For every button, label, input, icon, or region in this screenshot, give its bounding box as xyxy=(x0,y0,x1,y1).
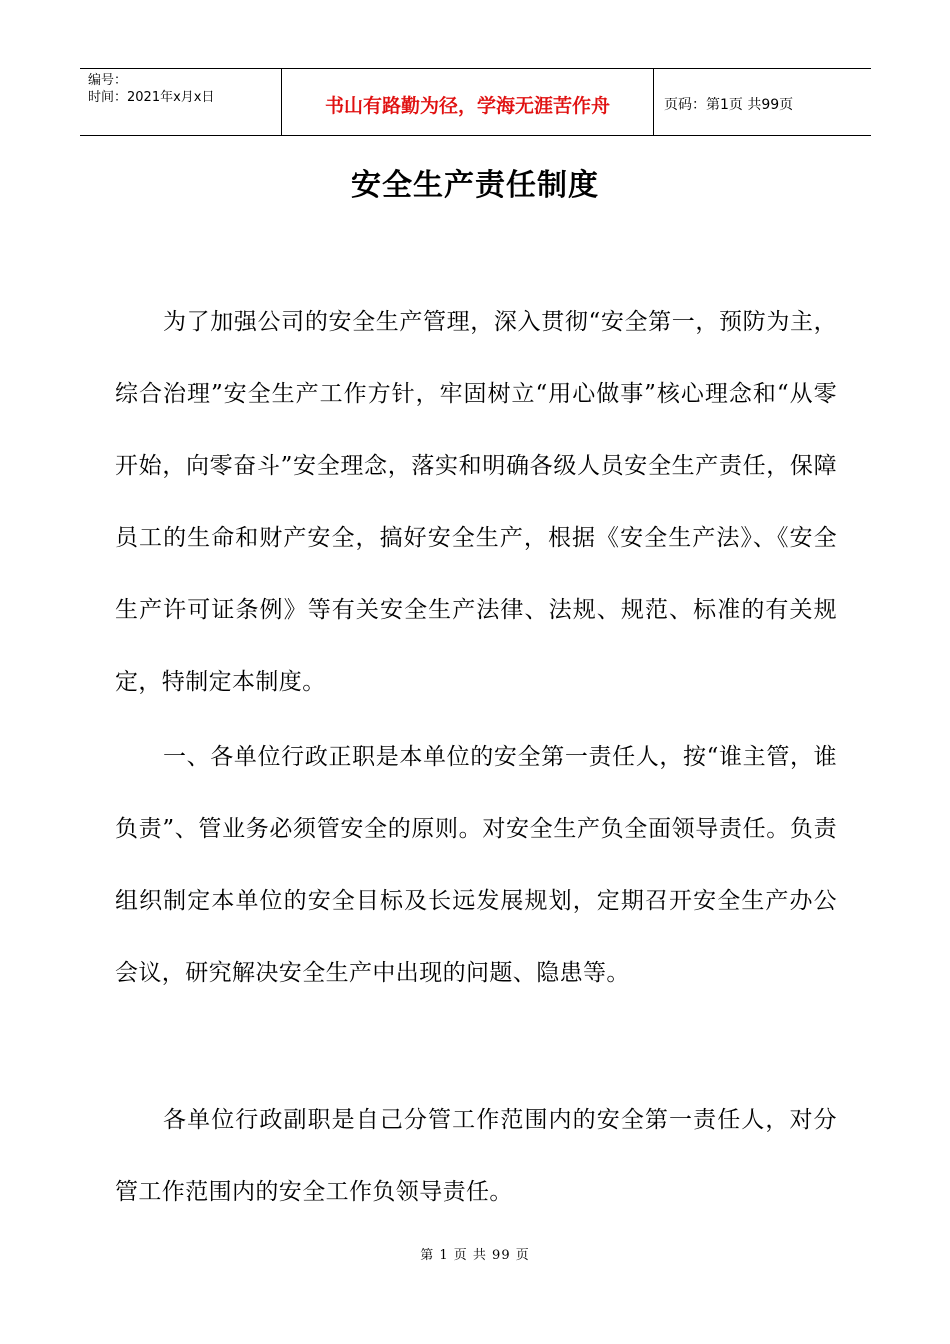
header-page-info: 页码：第1页 共99页 xyxy=(664,97,794,113)
page-footer: 第 1 页 共 99 页 xyxy=(420,1248,530,1263)
paragraph: 一、各单位行政正职是本单位的安全第一责任人，按“谁主管，谁负责”、管业务必须管安全的原则。对安全生产负全面领导责任。负责组织制定本单位的安全目标及长远发展规划，定期召开安全生产办公会议，研究解决安全生产中出现的问题、隐患等。 xyxy=(115,744,837,986)
header-meta xyxy=(80,69,282,135)
paragraph: 各单位行政副职是自己分管工作范围内的安全第一责任人，对分管工作范围内的安全工作负领导责任。 xyxy=(115,1107,837,1205)
number-label: 编号： xyxy=(88,73,128,88)
time-label: 时间：2021年x月x日 xyxy=(88,90,215,105)
paragraph: 为了加强公司的安全生产管理，深入贯彻“安全第一，预防为主，综合治理”安全生产工作方针，牢固树立“用心做事”核心理念和“从零开始，向零奋斗”安全理念，落实和明确各级人员安全生产责任，保障员工的生命和财产安全，搞好安全生产，根据《安全生产法》、《安全生产许可证条例》等有关安全生产法律、法规、规范、标准的有关规定，特制定本制度。 xyxy=(115,309,837,695)
header-motto: 书山有路勤为径，学海无涯苦作舟 xyxy=(282,69,654,135)
document-title: 安全生产责任制度 xyxy=(351,168,599,203)
page-header xyxy=(80,68,871,136)
